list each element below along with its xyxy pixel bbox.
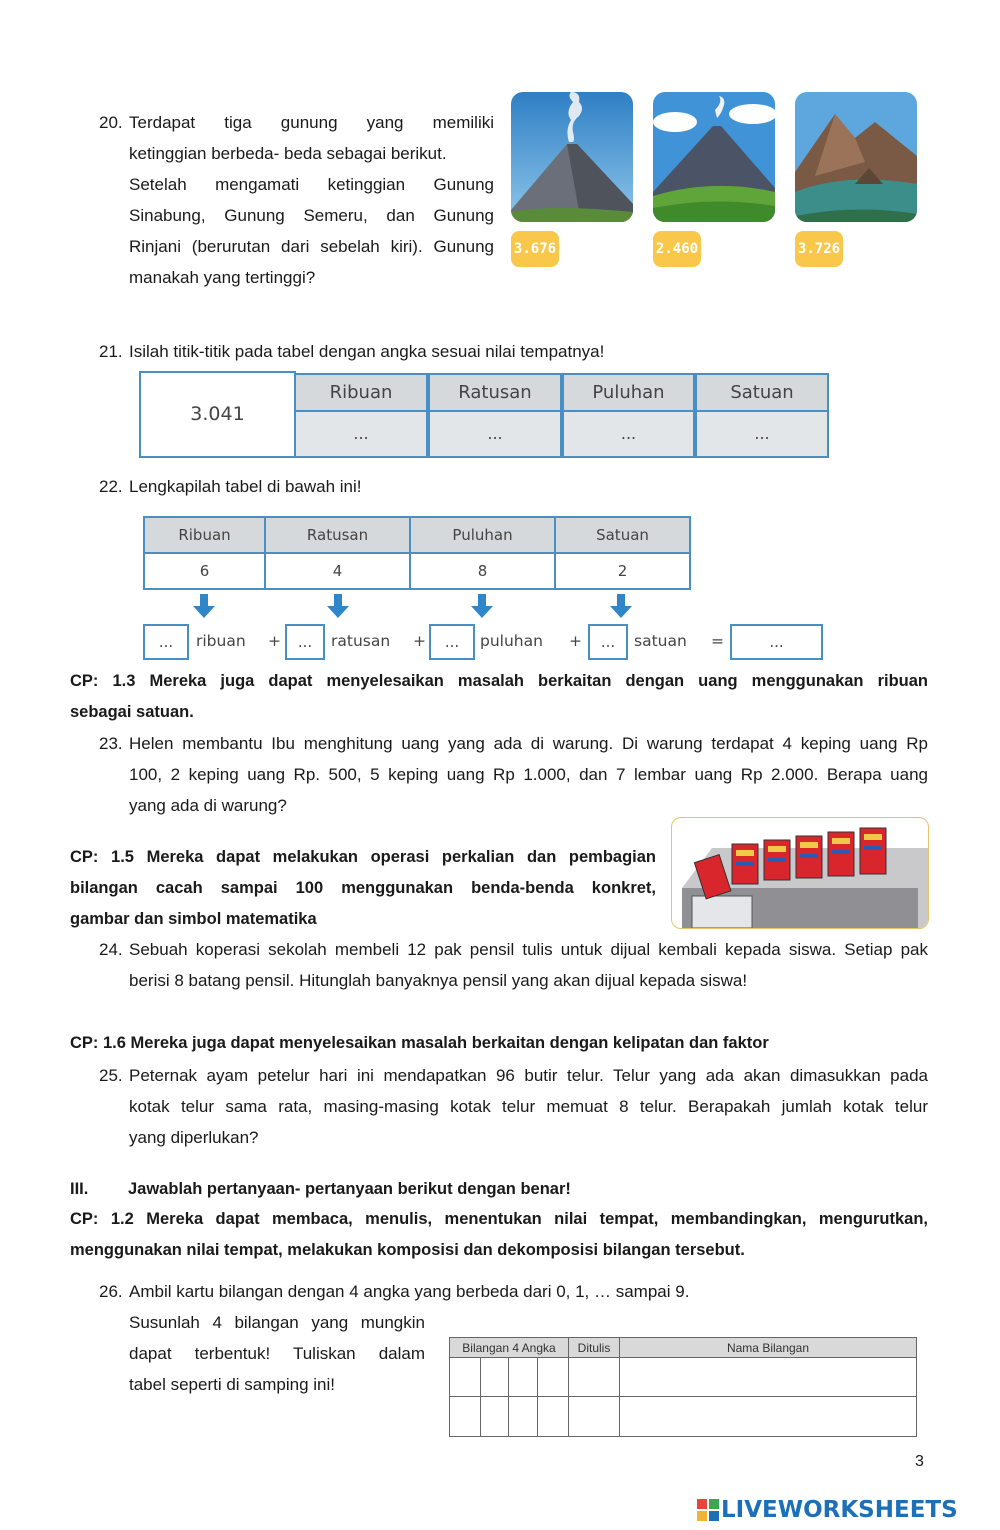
- brand-text: LIVEWORKSHEETS: [721, 1497, 958, 1523]
- q23-line-2: 100, 2 keping uang Rp. 500, 5 keping uang Rp 1.000, dan 7 lembar uang Rp 2.000. Berapa uang: [129, 765, 928, 784]
- table21-blank-ratusan[interactable]: ...: [428, 410, 562, 458]
- cp12-line-2: menggunakan nilai tempat, melakukan komposisi dan dekomposisi bilangan tersebut.: [70, 1241, 745, 1259]
- table21-header-ribuan: Ribuan: [294, 373, 428, 412]
- answer-box-satuan[interactable]: ...: [588, 624, 628, 660]
- q24-number: 24.: [99, 940, 123, 959]
- place-value-table-21: [139, 371, 829, 456]
- table26-divider: [480, 1358, 481, 1436]
- table22-header-puluhan: Puluhan: [409, 516, 556, 554]
- mountain-semeru-image: [653, 92, 775, 222]
- table22-digit-satuan: 2: [554, 552, 691, 590]
- table26-divider: [537, 1358, 538, 1436]
- q26-text: [129, 1307, 425, 1400]
- answer-box-puluhan[interactable]: ...: [429, 624, 475, 660]
- arrow-down-icon: [327, 594, 349, 618]
- q23-text: [129, 728, 928, 821]
- q24-text: [129, 934, 928, 996]
- q21-number: 21.: [99, 342, 123, 361]
- q20-number: 20.: [99, 113, 123, 132]
- table22-header-satuan: Satuan: [554, 516, 691, 554]
- q21-text: Isilah titik-titik pada tabel dengan angka sesuai nilai tempatnya!: [129, 342, 605, 361]
- table26-divider: [568, 1358, 569, 1436]
- word-ribuan: ribuan: [196, 632, 246, 650]
- mountain-sinabung-image: [511, 92, 633, 222]
- cp-1-3: [70, 666, 928, 728]
- table26-header-ditulis: Ditulis: [569, 1338, 620, 1358]
- word-ratusan: ratusan: [331, 632, 391, 650]
- q20-line-5: Rinjani (berurutan dari sebelah kiri). Gunung: [129, 237, 494, 256]
- equals-sign: =: [711, 632, 724, 650]
- q26-line-1: Ambil kartu bilangan dengan 4 angka yang berbeda dari 0, 1, … sampai 9.: [129, 1282, 690, 1301]
- q20-line-3: Setelah mengamati ketinggian Gunung: [129, 175, 494, 194]
- table21-blank-satuan[interactable]: ...: [695, 410, 829, 458]
- word-puluhan: puluhan: [480, 632, 543, 650]
- section-title: Jawablah pertanyaan- pertanyaan berikut dengan benar!: [128, 1180, 571, 1198]
- cp15-line-1: CP: 1.5 Mereka dapat melakukan operasi perkalian dan pembagian: [70, 848, 656, 866]
- height-label-rinjani: 3.726: [795, 231, 843, 267]
- cp-1-5: [70, 842, 656, 935]
- cp12-line-1: CP: 1.2 Mereka dapat membaca, menulis, menentukan nilai tempat, membandingkan, mengurutkan,: [70, 1210, 928, 1228]
- answer-box-total[interactable]: ...: [730, 624, 823, 660]
- q20-line-2: ketinggian berbeda- beda sebagai berikut.: [129, 144, 447, 163]
- number-table-26: [449, 1337, 917, 1437]
- cp15-line-3: gambar dan simbol matematika: [70, 910, 317, 928]
- table22-header-ratusan: Ratusan: [264, 516, 411, 554]
- word-satuan: satuan: [634, 632, 687, 650]
- q25-line-3: yang diperlukan?: [129, 1128, 259, 1147]
- table21-number: 3.041: [139, 371, 296, 458]
- table26-divider: [508, 1358, 509, 1436]
- cp-1-2: [70, 1204, 928, 1266]
- section-numeral: III.: [70, 1180, 89, 1198]
- arrow-down-icon: [193, 594, 215, 618]
- q26-line-4: tabel seperti di samping ini!: [129, 1375, 336, 1394]
- cp13-line-1: CP: 1.3 Mereka juga dapat menyelesaikan masalah berkaitan dengan uang menggunakan ribuan: [70, 672, 928, 690]
- plus-sign: +: [569, 632, 582, 650]
- table26-header-bilangan: Bilangan 4 Angka: [450, 1338, 569, 1358]
- q26-line-3: dapat terbentuk! Tuliskan dalam: [129, 1344, 425, 1363]
- table26-row-divider: [450, 1396, 916, 1397]
- page-number: 3: [915, 1453, 924, 1470]
- table21-header-ratusan: Ratusan: [428, 373, 562, 412]
- q25-number: 25.: [99, 1066, 123, 1085]
- pencil-packs-image: [671, 817, 929, 929]
- q23-line-3: yang ada di warung?: [129, 796, 287, 815]
- q23-line-1: Helen membantu Ibu menghitung uang yang ada di warung. Di warung terdapat 4 keping uang Rp: [129, 734, 928, 753]
- table22-digit-puluhan: 8: [409, 552, 556, 590]
- table21-header-satuan: Satuan: [695, 373, 829, 412]
- answer-box-ribuan[interactable]: ...: [143, 624, 189, 660]
- liveworksheets-logo-icon: [697, 1499, 719, 1521]
- table21-blank-puluhan[interactable]: ...: [562, 410, 695, 458]
- q22-number: 22.: [99, 477, 123, 496]
- q20-text: [129, 107, 494, 293]
- table26-divider: [619, 1358, 620, 1436]
- table22-digit-ratusan: 4: [264, 552, 411, 590]
- q22-text: Lengkapilah tabel di bawah ini!: [129, 477, 362, 496]
- q25-line-2: kotak telur sama rata, masing-masing kotak telur memuat 8 telur. Berapakah jumlah kotak telur: [129, 1097, 928, 1116]
- q26-number: 26.: [99, 1282, 123, 1301]
- table22-header-ribuan: Ribuan: [143, 516, 266, 554]
- table21-blank-ribuan[interactable]: ...: [294, 410, 428, 458]
- q23-number: 23.: [99, 734, 123, 753]
- q26-line-2: Susunlah 4 bilangan yang mungkin: [129, 1313, 425, 1332]
- q20-line-1: Terdapat tiga gunung yang memiliki: [129, 113, 494, 132]
- q24-line-1: Sebuah koperasi sekolah membeli 12 pak pensil tulis untuk dijual kembali kepada siswa. Setiap pak: [129, 940, 928, 959]
- plus-sign: +: [413, 632, 426, 650]
- table22-digit-ribuan: 6: [143, 552, 266, 590]
- table26-header-nama: Nama Bilangan: [620, 1338, 916, 1358]
- q20-line-6: manakah yang tertinggi?: [129, 268, 316, 287]
- q25-text: [129, 1060, 928, 1153]
- plus-sign: +: [268, 632, 281, 650]
- cp-1-6: CP: 1.6 Mereka juga dapat menyelesaikan masalah berkaitan dengan kelipatan dan faktor: [70, 1034, 769, 1052]
- q24-line-2: berisi 8 batang pensil. Hitunglah banyaknya pensil yang akan dijual kepada siswa!: [129, 971, 748, 990]
- cp15-line-2: bilangan cacah sampai 100 menggunakan benda-benda konkret,: [70, 879, 656, 897]
- arrow-down-icon: [471, 594, 493, 618]
- cp13-line-2: sebagai satuan.: [70, 703, 194, 721]
- arrow-down-icon: [610, 594, 632, 618]
- q20-line-4: Sinabung, Gunung Semeru, dan Gunung: [129, 206, 494, 225]
- mountain-rinjani-image: [795, 92, 917, 222]
- height-label-semeru: 2.460: [653, 231, 701, 267]
- liveworksheets-logo: [697, 1496, 991, 1524]
- height-label-sinabung: 3.676: [511, 231, 559, 267]
- table21-header-puluhan: Puluhan: [562, 373, 695, 412]
- answer-box-ratusan[interactable]: ...: [285, 624, 325, 660]
- q25-line-1: Peternak ayam petelur hari ini mendapatkan 96 butir telur. Telur yang ada akan dimasukkan pada: [129, 1066, 928, 1085]
